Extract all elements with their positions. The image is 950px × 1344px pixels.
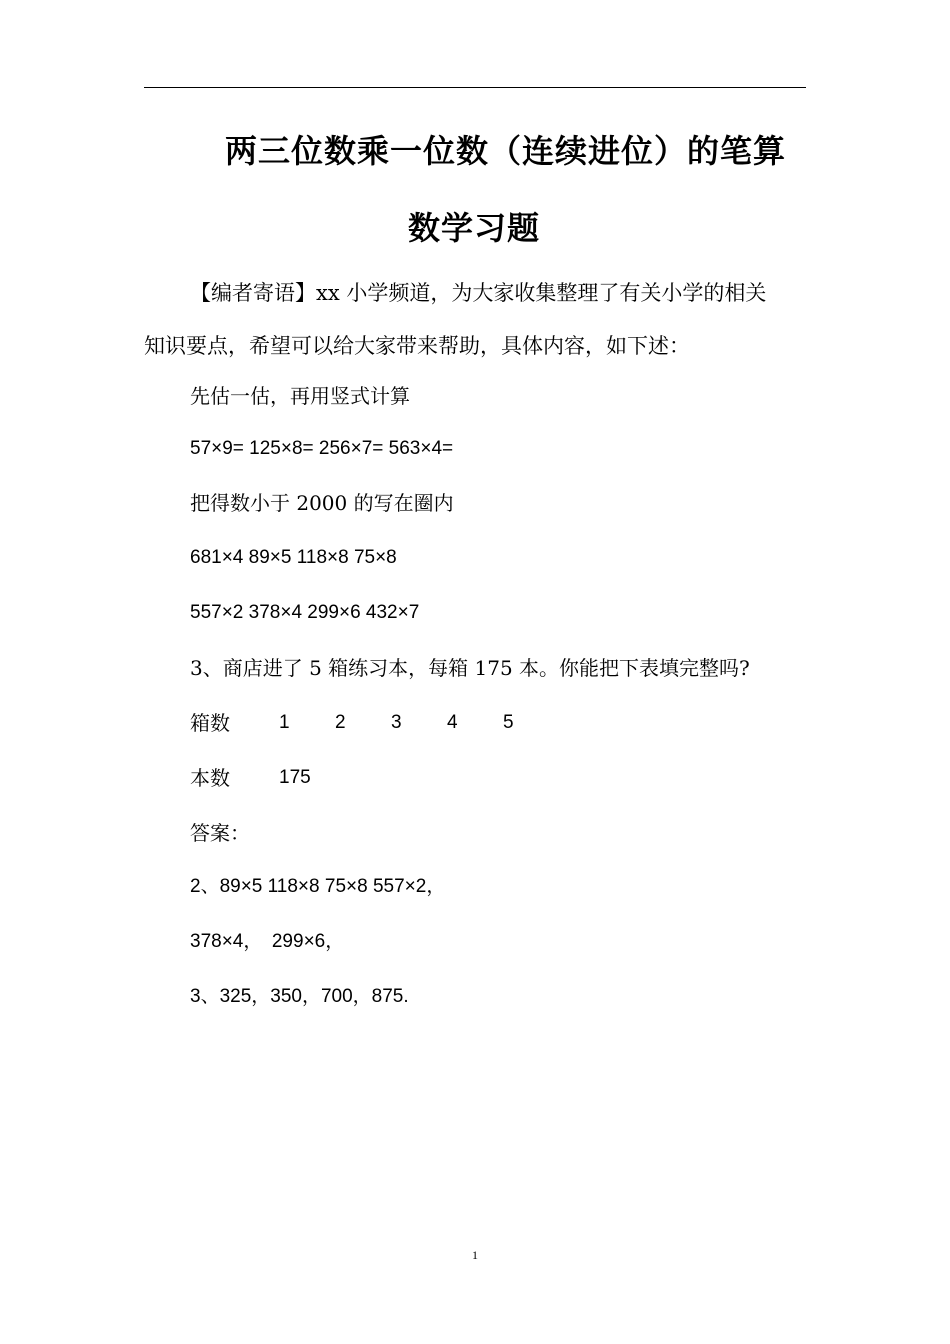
answer-line-1: 2、89×5 118×8 75×8 557×2， (190, 876, 446, 897)
answer-line-3: 3、325，350，700，875. (190, 986, 409, 1007)
title-line-1: 两三位数乘一位数（连续进位）的笔算 (225, 132, 787, 170)
answer-heading: 答案： (190, 821, 250, 845)
table-row1-label: 箱数 (190, 711, 230, 735)
answer-line-2: 378×4， 299×6， (190, 931, 345, 952)
title-line-2: 数学习题 (408, 209, 541, 247)
q1-instruction: 先估一估，再用竖式计算 (190, 384, 410, 408)
intro-line-1: 【编者寄语】xx 小学频道，为大家收集整理了有关小学的相关 (190, 281, 767, 305)
table-row1-cell: 3 (391, 712, 402, 733)
intro-line-2: 知识要点，希望可以给大家带来帮助，具体内容，如下述： (144, 334, 690, 358)
table-row1-cell: 2 (335, 712, 346, 733)
page-number: 1 (472, 1248, 478, 1262)
q2-items-row2: 557×2 378×4 299×6 432×7 (190, 602, 420, 623)
q2-instruction: 把得数小于 2000 的写在圈内 (190, 491, 454, 515)
table-row2-label: 本数 (190, 766, 230, 790)
table-row2-cell: 175 (279, 767, 311, 788)
header-rule (144, 87, 806, 88)
q2-items-row1: 681×4 89×5 118×8 75×8 (190, 547, 397, 568)
q1-items: 57×9= 125×8= 256×7= 563×4= (190, 438, 454, 459)
table-row1-cell: 5 (503, 712, 514, 733)
q3-text: 3、商店进了 5 箱练习本，每箱 175 本。你能把下表填完整吗? (190, 656, 750, 680)
table-row1-cell: 4 (447, 712, 458, 733)
table-row1-cell: 1 (279, 712, 290, 733)
